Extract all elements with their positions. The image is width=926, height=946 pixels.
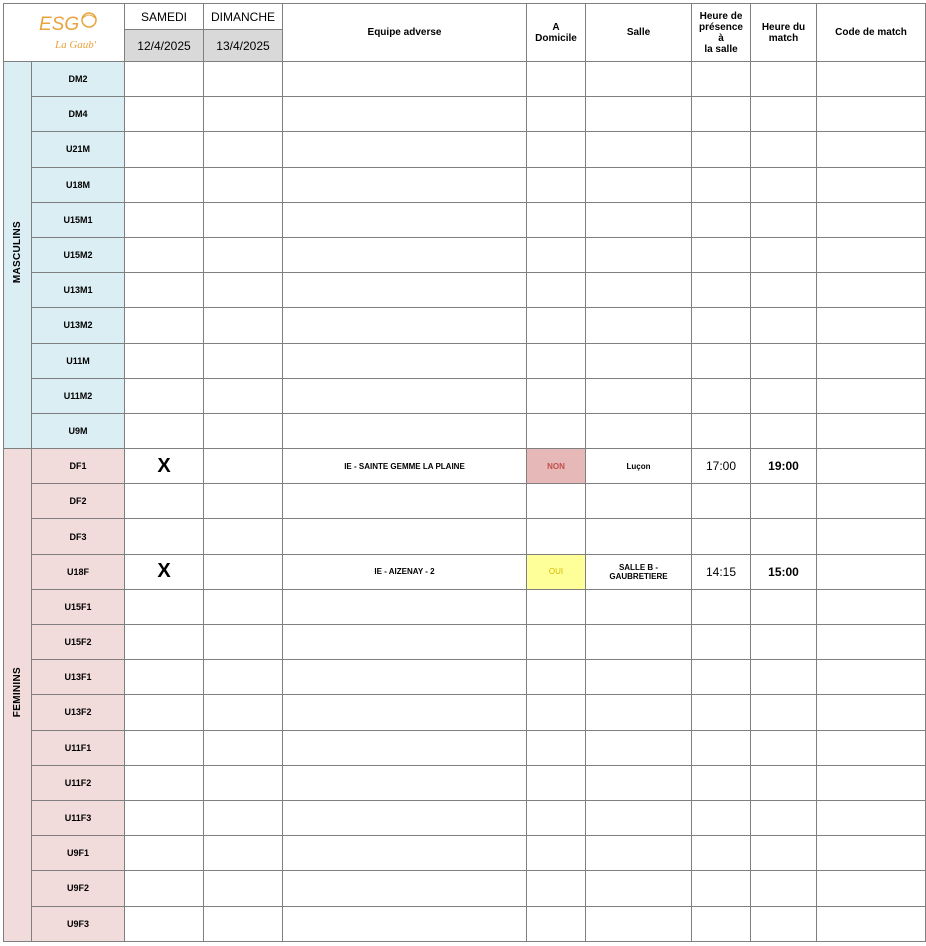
team-label: U9F2 xyxy=(32,871,125,906)
sunday-cell[interactable] xyxy=(204,343,283,378)
saturday-cell[interactable] xyxy=(125,378,204,413)
opponent-cell[interactable]: IE - AIZENAY - 2 xyxy=(283,554,527,589)
opponent-cell[interactable]: IE - SAINTE GEMME LA PLAINE xyxy=(283,449,527,484)
header-match-line2: match xyxy=(768,32,799,44)
saturday-cell[interactable] xyxy=(125,695,204,730)
presence-time-cell[interactable]: 14:15 xyxy=(692,554,751,589)
match-code-cell[interactable] xyxy=(817,695,926,730)
saturday-cell[interactable] xyxy=(125,625,204,660)
match-time-cell[interactable] xyxy=(751,308,817,343)
sunday-cell[interactable] xyxy=(204,660,283,695)
saturday-cell[interactable] xyxy=(125,413,204,448)
team-label: U9M xyxy=(32,413,125,448)
saturday-cell[interactable] xyxy=(125,273,204,308)
salle-cell[interactable] xyxy=(586,343,692,378)
sunday-cell[interactable] xyxy=(204,413,283,448)
table-row xyxy=(4,237,926,272)
presence-time-cell[interactable] xyxy=(692,800,751,835)
match-code-cell[interactable] xyxy=(817,871,926,906)
team-label: U11F1 xyxy=(32,730,125,765)
opponent-cell[interactable] xyxy=(283,97,527,132)
presence-time-cell[interactable] xyxy=(692,132,751,167)
salle-cell[interactable] xyxy=(586,871,692,906)
saturday-cell[interactable] xyxy=(125,765,204,800)
table-row xyxy=(4,871,926,906)
saturday-cell[interactable] xyxy=(125,308,204,343)
salle-cell[interactable] xyxy=(586,836,692,871)
home-cell[interactable] xyxy=(527,906,586,941)
saturday-cell[interactable] xyxy=(125,237,204,272)
salle-line2: GAUBRETIERE xyxy=(609,571,668,581)
match-code-cell[interactable] xyxy=(817,589,926,624)
saturday-cell[interactable] xyxy=(125,730,204,765)
presence-time-cell[interactable] xyxy=(692,730,751,765)
presence-time-cell[interactable] xyxy=(692,765,751,800)
sunday-cell[interactable] xyxy=(204,695,283,730)
presence-time-cell[interactable] xyxy=(692,413,751,448)
header-domicile-line2: Domicile xyxy=(535,32,577,44)
match-time-cell[interactable] xyxy=(751,132,817,167)
sunday-cell[interactable] xyxy=(204,836,283,871)
table-row xyxy=(4,519,926,554)
match-code-cell[interactable] xyxy=(817,273,926,308)
group-label: MASCULINS xyxy=(12,221,23,284)
salle-cell[interactable] xyxy=(586,519,692,554)
saturday-cell[interactable]: X xyxy=(125,554,204,589)
header-presence-line2: présence xyxy=(699,21,743,33)
home-cell[interactable] xyxy=(527,132,586,167)
match-code-cell[interactable] xyxy=(817,484,926,519)
presence-time-cell[interactable] xyxy=(692,62,751,97)
match-time-cell[interactable] xyxy=(751,730,817,765)
salle-cell[interactable] xyxy=(586,97,692,132)
saturday-cell[interactable] xyxy=(125,484,204,519)
salle-cell[interactable] xyxy=(586,202,692,237)
match-time-cell[interactable] xyxy=(751,343,817,378)
match-time-cell[interactable] xyxy=(751,484,817,519)
salle-cell[interactable] xyxy=(586,308,692,343)
salle-cell[interactable] xyxy=(586,554,692,589)
home-cell[interactable] xyxy=(527,660,586,695)
header-code-match: Code de match xyxy=(817,4,926,62)
sunday-cell[interactable] xyxy=(204,484,283,519)
match-code-cell[interactable] xyxy=(817,62,926,97)
salle-cell[interactable] xyxy=(586,730,692,765)
match-time-cell[interactable] xyxy=(751,519,817,554)
match-time-cell[interactable] xyxy=(751,202,817,237)
presence-time-cell[interactable] xyxy=(692,519,751,554)
salle-line1: SALLE B - xyxy=(618,562,659,572)
saturday-cell[interactable] xyxy=(125,906,204,941)
sunday-cell[interactable] xyxy=(204,765,283,800)
logo xyxy=(4,4,125,62)
presence-time-cell[interactable]: 17:00 xyxy=(692,449,751,484)
home-cell[interactable] xyxy=(527,589,586,624)
match-code-cell[interactable] xyxy=(817,836,926,871)
opponent-cell[interactable] xyxy=(283,660,527,695)
table-row xyxy=(4,413,926,448)
opponent-cell[interactable] xyxy=(283,519,527,554)
opponent-cell[interactable] xyxy=(283,237,527,272)
salle-cell[interactable] xyxy=(586,625,692,660)
sunday-cell[interactable] xyxy=(204,202,283,237)
table-row xyxy=(4,800,926,835)
table-row xyxy=(4,660,926,695)
presence-time-cell[interactable] xyxy=(692,906,751,941)
sunday-cell[interactable] xyxy=(204,378,283,413)
header-salle: Salle xyxy=(586,4,692,62)
opponent-cell[interactable] xyxy=(283,378,527,413)
table-row xyxy=(4,202,926,237)
match-code-cell[interactable] xyxy=(817,625,926,660)
match-time-cell[interactable] xyxy=(751,167,817,202)
table-row xyxy=(4,765,926,800)
schedule-table xyxy=(3,3,926,942)
team-label: U13F2 xyxy=(32,695,125,730)
opponent-cell[interactable] xyxy=(283,343,527,378)
home-cell[interactable]: OUI xyxy=(527,554,586,589)
sunday-cell[interactable] xyxy=(204,308,283,343)
opponent-cell[interactable] xyxy=(283,800,527,835)
team-label: U9F1 xyxy=(32,836,125,871)
saturday-cell[interactable] xyxy=(125,660,204,695)
team-label: U11M xyxy=(32,343,125,378)
home-cell[interactable]: NON xyxy=(527,449,586,484)
team-label: U18M xyxy=(32,167,125,202)
presence-time-cell[interactable] xyxy=(692,97,751,132)
presence-time-cell[interactable] xyxy=(692,836,751,871)
opponent-cell[interactable] xyxy=(283,273,527,308)
match-code-cell[interactable] xyxy=(817,343,926,378)
salle-cell[interactable] xyxy=(586,378,692,413)
salle-cell[interactable] xyxy=(586,449,692,484)
match-code-cell[interactable] xyxy=(817,730,926,765)
header-domicile-line1: A xyxy=(552,21,560,33)
salle-cell[interactable] xyxy=(586,660,692,695)
sunday-cell[interactable] xyxy=(204,97,283,132)
opponent-cell[interactable] xyxy=(283,62,527,97)
match-time-cell[interactable] xyxy=(751,906,817,941)
saturday-cell[interactable] xyxy=(125,800,204,835)
sunday-cell[interactable] xyxy=(204,554,283,589)
table-row xyxy=(4,836,926,871)
match-code-cell[interactable] xyxy=(817,906,926,941)
sunday-cell[interactable] xyxy=(204,62,283,97)
table-row xyxy=(4,554,926,589)
home-cell[interactable] xyxy=(527,308,586,343)
home-cell[interactable] xyxy=(527,695,586,730)
sunday-cell[interactable] xyxy=(204,871,283,906)
match-code-cell[interactable] xyxy=(817,97,926,132)
match-code-cell[interactable] xyxy=(817,378,926,413)
team-label: U15F1 xyxy=(32,589,125,624)
opponent-cell[interactable] xyxy=(283,836,527,871)
match-time-cell[interactable] xyxy=(751,273,817,308)
group-feminins xyxy=(4,449,32,942)
saturday-cell[interactable] xyxy=(125,836,204,871)
home-cell[interactable] xyxy=(527,202,586,237)
sunday-cell[interactable] xyxy=(204,589,283,624)
match-code-cell[interactable] xyxy=(817,519,926,554)
presence-time-cell[interactable] xyxy=(692,273,751,308)
saturday-cell[interactable] xyxy=(125,132,204,167)
opponent-cell[interactable] xyxy=(283,625,527,660)
opponent-cell[interactable] xyxy=(283,413,527,448)
team-label: U18F xyxy=(32,554,125,589)
table-row xyxy=(4,906,926,941)
team-label: U21M xyxy=(32,132,125,167)
match-code-cell[interactable] xyxy=(817,800,926,835)
salle-cell[interactable] xyxy=(586,237,692,272)
match-time-cell[interactable]: 19:00 xyxy=(751,449,817,484)
table-row xyxy=(4,589,926,624)
match-code-cell[interactable] xyxy=(817,765,926,800)
match-time-cell[interactable] xyxy=(751,97,817,132)
table-row xyxy=(4,625,926,660)
home-cell[interactable] xyxy=(527,871,586,906)
salle-cell[interactable] xyxy=(586,765,692,800)
logo-brand: ESG xyxy=(39,13,80,35)
sunday-cell[interactable] xyxy=(204,449,283,484)
home-cell[interactable] xyxy=(527,625,586,660)
salle-cell[interactable] xyxy=(586,273,692,308)
home-cell[interactable] xyxy=(527,273,586,308)
team-label: U11M2 xyxy=(32,378,125,413)
home-cell[interactable] xyxy=(527,378,586,413)
presence-time-cell[interactable] xyxy=(692,625,751,660)
presence-time-cell[interactable] xyxy=(692,237,751,272)
match-code-cell[interactable] xyxy=(817,660,926,695)
salle-cell[interactable] xyxy=(586,589,692,624)
home-cell[interactable] xyxy=(527,484,586,519)
match-time-cell[interactable] xyxy=(751,589,817,624)
opponent-cell[interactable] xyxy=(283,906,527,941)
presence-time-cell[interactable] xyxy=(692,695,751,730)
team-label: U11F3 xyxy=(32,800,125,835)
presence-time-cell[interactable] xyxy=(692,167,751,202)
team-label: DM4 xyxy=(32,97,125,132)
match-time-cell[interactable] xyxy=(751,62,817,97)
table-row xyxy=(4,273,926,308)
sunday-cell[interactable] xyxy=(204,273,283,308)
saturday-cell[interactable] xyxy=(125,167,204,202)
saturday-cell[interactable] xyxy=(125,202,204,237)
opponent-cell[interactable] xyxy=(283,167,527,202)
header-presence-line1: Heure de xyxy=(699,10,743,22)
presence-time-cell[interactable] xyxy=(692,343,751,378)
sunday-cell[interactable] xyxy=(204,519,283,554)
table-row xyxy=(4,62,926,97)
header-match-line1: Heure du xyxy=(761,21,806,33)
header-heure-match xyxy=(751,4,817,62)
team-label: U15M1 xyxy=(32,202,125,237)
sunday-cell[interactable] xyxy=(204,167,283,202)
table-row xyxy=(4,695,926,730)
header-presence-line3: à xyxy=(718,32,724,44)
opponent-cell[interactable] xyxy=(283,765,527,800)
table-row xyxy=(4,449,926,484)
saturday-cell[interactable] xyxy=(125,343,204,378)
presence-time-cell[interactable] xyxy=(692,202,751,237)
opponent-cell[interactable] xyxy=(283,695,527,730)
header-samedi: SAMEDI xyxy=(125,4,204,30)
presence-time-cell[interactable] xyxy=(692,660,751,695)
team-label: DF1 xyxy=(32,449,125,484)
home-cell[interactable] xyxy=(527,730,586,765)
saturday-cell[interactable] xyxy=(125,589,204,624)
header-dimanche: DIMANCHE xyxy=(204,4,283,30)
table-row xyxy=(4,730,926,765)
opponent-cell[interactable] xyxy=(283,871,527,906)
opponent-cell[interactable] xyxy=(283,202,527,237)
salle-cell[interactable] xyxy=(586,800,692,835)
saturday-cell[interactable] xyxy=(125,519,204,554)
header-presence-line4: la salle xyxy=(704,43,738,55)
team-label: DF2 xyxy=(32,484,125,519)
table-row xyxy=(4,308,926,343)
table-row xyxy=(4,167,926,202)
table-row xyxy=(4,132,926,167)
sunday-cell[interactable] xyxy=(204,132,283,167)
header-heure-presence xyxy=(692,4,751,62)
sunday-cell[interactable] xyxy=(204,800,283,835)
match-time-cell[interactable] xyxy=(751,625,817,660)
presence-time-cell[interactable] xyxy=(692,589,751,624)
presence-time-cell[interactable] xyxy=(692,871,751,906)
team-label: U11F2 xyxy=(32,765,125,800)
salle-line1: Luçon xyxy=(626,461,651,471)
sunday-cell[interactable] xyxy=(204,730,283,765)
team-label: U13M1 xyxy=(32,273,125,308)
team-label: U13F1 xyxy=(32,660,125,695)
match-time-cell[interactable] xyxy=(751,237,817,272)
match-code-cell[interactable] xyxy=(817,237,926,272)
salle-cell[interactable] xyxy=(586,167,692,202)
saturday-cell[interactable] xyxy=(125,62,204,97)
match-code-cell[interactable] xyxy=(817,132,926,167)
match-time-cell[interactable]: 15:00 xyxy=(751,554,817,589)
home-cell[interactable] xyxy=(527,800,586,835)
match-code-cell[interactable] xyxy=(817,449,926,484)
team-label: DF3 xyxy=(32,519,125,554)
home-cell[interactable] xyxy=(527,97,586,132)
home-cell[interactable] xyxy=(527,413,586,448)
team-label: U15M2 xyxy=(32,237,125,272)
team-label: U13M2 xyxy=(32,308,125,343)
match-time-cell[interactable] xyxy=(751,836,817,871)
opponent-cell[interactable] xyxy=(283,308,527,343)
match-time-cell[interactable] xyxy=(751,800,817,835)
opponent-cell[interactable] xyxy=(283,484,527,519)
saturday-cell[interactable]: X xyxy=(125,449,204,484)
team-label: U9F3 xyxy=(32,906,125,941)
logo-tagline: La Gaub' xyxy=(55,38,97,51)
saturday-cell[interactable] xyxy=(125,871,204,906)
team-label: DM2 xyxy=(32,62,125,97)
group-masculins xyxy=(4,62,32,449)
home-cell[interactable] xyxy=(527,836,586,871)
match-code-cell[interactable] xyxy=(817,413,926,448)
presence-time-cell[interactable] xyxy=(692,484,751,519)
salle-cell[interactable] xyxy=(586,62,692,97)
match-time-cell[interactable] xyxy=(751,695,817,730)
esg-logo-icon xyxy=(9,8,119,58)
home-cell[interactable] xyxy=(527,519,586,554)
table-row xyxy=(4,343,926,378)
sunday-cell[interactable] xyxy=(204,237,283,272)
salle-cell[interactable] xyxy=(586,132,692,167)
salle-cell[interactable] xyxy=(586,695,692,730)
opponent-cell[interactable] xyxy=(283,589,527,624)
match-code-cell[interactable] xyxy=(817,554,926,589)
home-cell[interactable] xyxy=(527,343,586,378)
opponent-cell[interactable] xyxy=(283,730,527,765)
team-label: U15F2 xyxy=(32,625,125,660)
opponent-cell[interactable] xyxy=(283,132,527,167)
presence-time-cell[interactable] xyxy=(692,378,751,413)
home-cell[interactable] xyxy=(527,765,586,800)
table-row xyxy=(4,378,926,413)
table-row xyxy=(4,484,926,519)
match-code-cell[interactable] xyxy=(817,202,926,237)
match-time-cell[interactable] xyxy=(751,765,817,800)
salle-cell[interactable] xyxy=(586,413,692,448)
sunday-cell[interactable] xyxy=(204,906,283,941)
saturday-cell[interactable] xyxy=(125,97,204,132)
match-code-cell[interactable] xyxy=(817,167,926,202)
presence-time-cell[interactable] xyxy=(692,308,751,343)
home-cell[interactable] xyxy=(527,167,586,202)
header-a-domicile xyxy=(527,4,586,62)
table-row xyxy=(4,97,926,132)
match-time-cell[interactable] xyxy=(751,413,817,448)
samedi-date: 12/4/2025 xyxy=(125,30,204,62)
sunday-cell[interactable] xyxy=(204,625,283,660)
header-equipe-adverse: Equipe adverse xyxy=(283,4,527,62)
salle-cell[interactable] xyxy=(586,484,692,519)
home-cell[interactable] xyxy=(527,237,586,272)
home-cell[interactable] xyxy=(527,62,586,97)
salle-cell[interactable] xyxy=(586,906,692,941)
match-time-cell[interactable] xyxy=(751,378,817,413)
dimanche-date: 13/4/2025 xyxy=(204,30,283,62)
group-label: FEMININS xyxy=(12,667,23,718)
match-time-cell[interactable] xyxy=(751,871,817,906)
match-time-cell[interactable] xyxy=(751,660,817,695)
match-code-cell[interactable] xyxy=(817,308,926,343)
